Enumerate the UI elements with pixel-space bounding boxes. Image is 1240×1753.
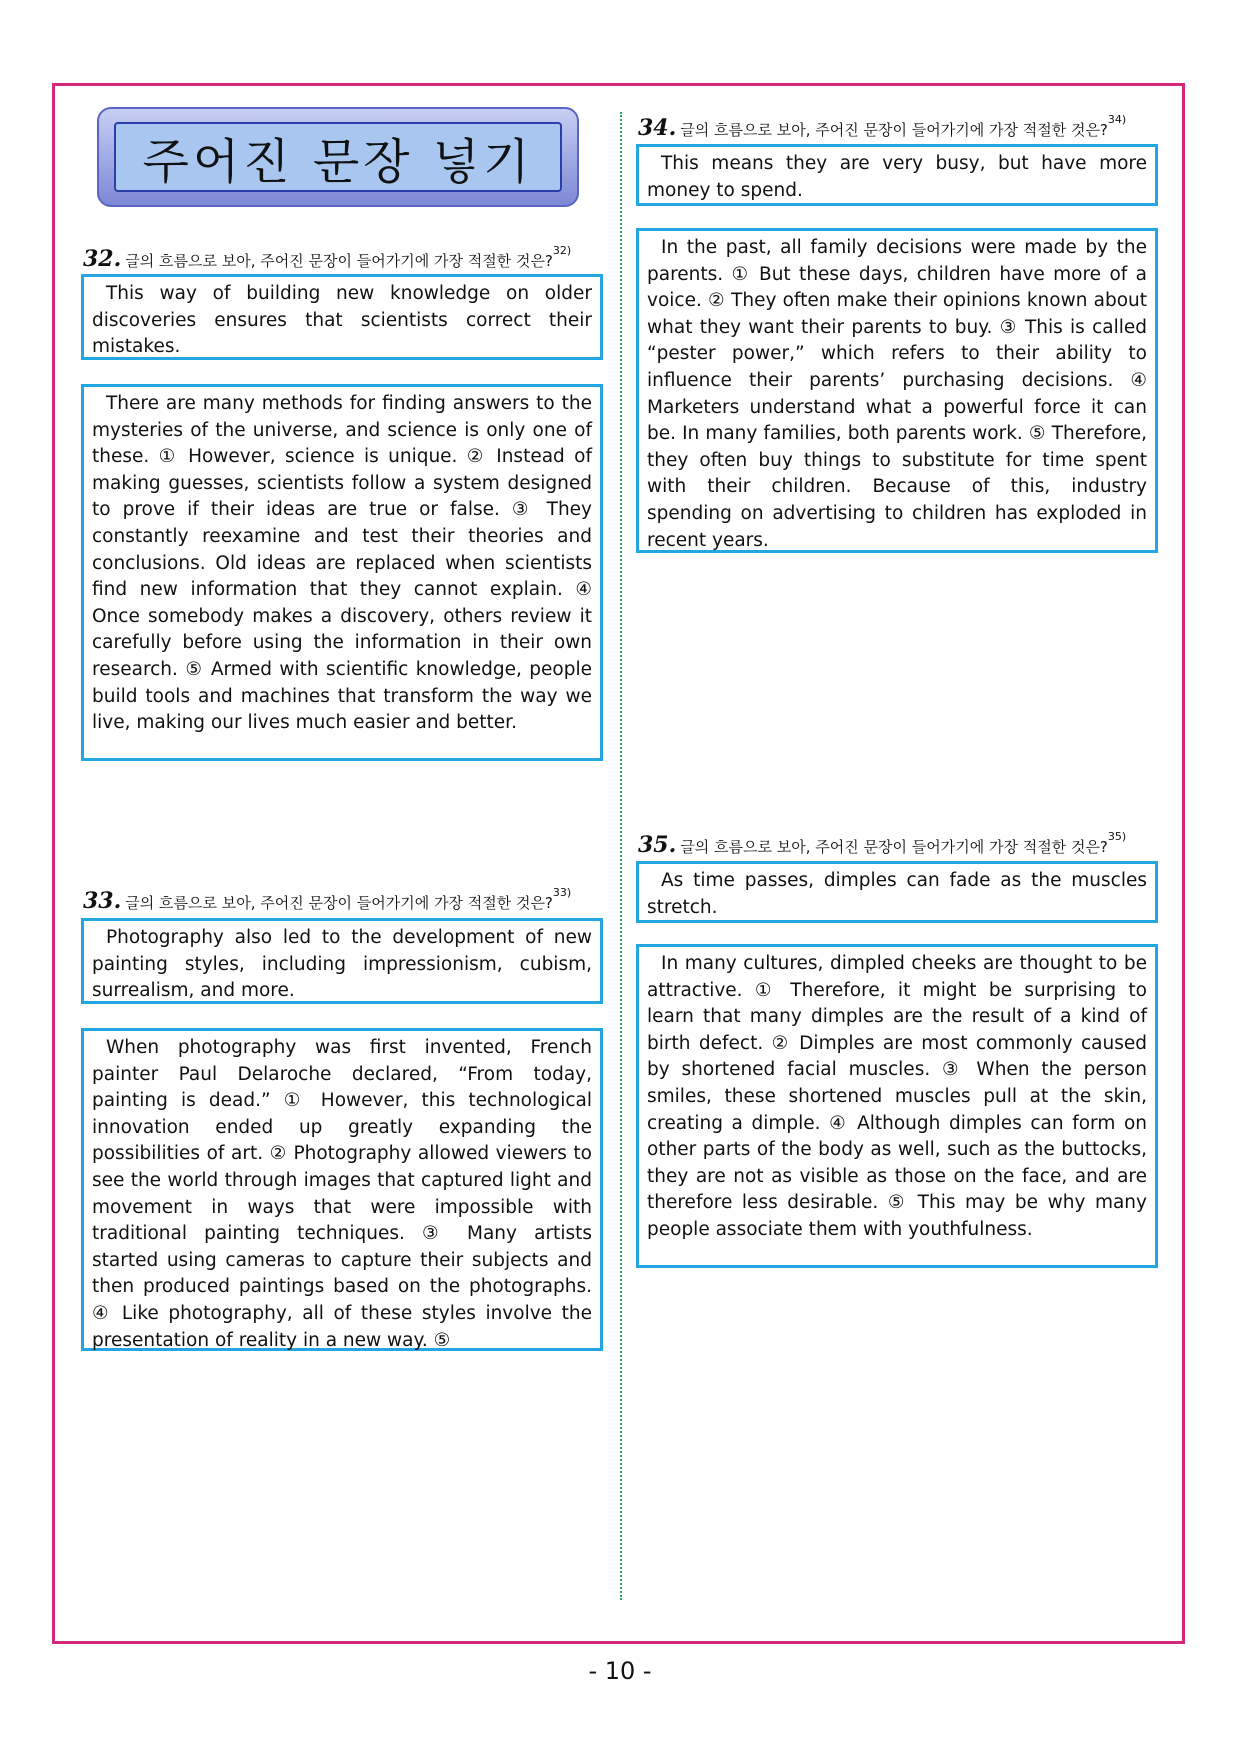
question-32-heading (83, 246, 571, 272)
question-number: 34. (638, 115, 677, 141)
section-title-banner (97, 107, 579, 207)
question-prompt: 글의 흐름으로 보아, 주어진 문장이 들어가기에 가장 적절한 것은? (680, 121, 1108, 139)
question-prompt: 글의 흐름으로 보아, 주어진 문장이 들어가기에 가장 적절한 것은? (680, 838, 1108, 856)
question-33-heading (83, 888, 571, 914)
question-35-given-sentence: As time passes, dimples can fade as the muscles stretch. (636, 861, 1158, 923)
question-34-passage: In the past, all family decisions were made by the parents. ① But these days, children have more of a voice. ② They often make their opinions known about what they want their parents to buy. ③ This is called “pester power,” which refers to their ability to influence their parents’ purchasing decisions. ④ Marketers understand what a powerful force it can be. In many families, both parents work. ⑤ Therefore, they often buy things to substitute for time spent with their children. Because of this, industry spending on advertising to children has exploded in recent years. (636, 228, 1158, 553)
question-number: 32. (83, 246, 122, 272)
section-title-plate (114, 122, 562, 192)
question-prompt: 글의 흐름으로 보아, 주어진 문장이 들어가기에 가장 적절한 것은? (125, 894, 553, 912)
question-number: 33. (83, 888, 122, 914)
question-ref: 33) (552, 886, 572, 899)
question-33-passage: When photography was first invented, French painter Paul Delaroche declared, “From today, painting is dead.” ① However, this technological innovation ended up greatly expanding the possibilities of art. ② Photography allowed viewers to see the world through images that captured light and movement in ways that were impossible with traditional painting techniques. ③ Many artists started using cameras to capture their subjects and then produced paintings based on the photographs. ④ Like photography, all of these styles involve the presentation of reality in a new way. ⑤ (81, 1028, 603, 1351)
question-32-given-sentence: This way of building new knowledge on older discoveries ensures that scientists correct their mistakes. (81, 274, 603, 360)
question-ref: 35) (1107, 830, 1127, 843)
question-prompt: 글의 흐름으로 보아, 주어진 문장이 들어가기에 가장 적절한 것은? (125, 252, 553, 270)
section-title: 주어진 문장 넣기 (142, 133, 534, 190)
question-35-passage: In many cultures, dimpled cheeks are thought to be attractive. ① Therefore, it might be surprising to learn that many dimples are the result of a kind of birth defect. ② Dimples are most commonly caused by shortened facial muscles. ③ When the person smiles, these shortened muscles pull at the skin, creating a dimple. ④ Although dimples can form on other parts of the body as well, such as the buttocks, they are not as visible as those on the face, and are therefore less desirable. ⑤ This may be why many people associate them with youthfulness. (636, 944, 1158, 1268)
column-divider (620, 112, 622, 1600)
question-ref: 32) (552, 244, 572, 257)
question-ref: 34) (1107, 113, 1127, 126)
question-35-heading (638, 832, 1126, 858)
page-number: - 10 - (588, 1657, 652, 1685)
question-34-given-sentence: This means they are very busy, but have more money to spend. (636, 144, 1158, 206)
question-34-heading (638, 115, 1126, 141)
question-number: 35. (638, 832, 677, 858)
question-33-given-sentence: Photography also led to the development of new painting styles, including impressionism, cubism, surrealism, and more. (81, 918, 603, 1004)
question-32-passage: There are many methods for finding answers to the mysteries of the universe, and science is only one of these. ① However, science is unique. ② Instead of making guesses, scientists follow a system designed to prove if their ideas are true or false. ③ They constantly reexamine and test their theories and conclusions. Old ideas are replaced when scientists find new information that they cannot explain. ④ Once somebody makes a discovery, others review it carefully before using the information in their own research. ⑤ Armed with scientific knowledge, people build tools and machines that transform the way we live, making our lives much easier and better. (81, 384, 603, 761)
